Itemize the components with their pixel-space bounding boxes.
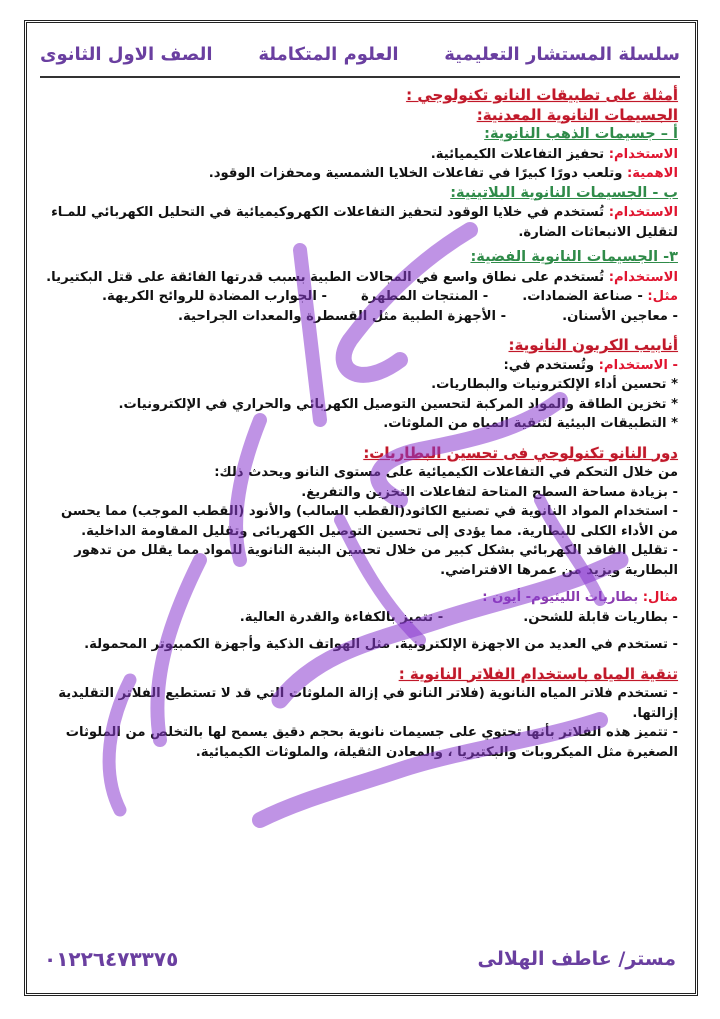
batteries-feature-1: - بطاريات قابلة للشحن. bbox=[523, 609, 678, 625]
water-item-1: - تستخدم فلاتر المياه النانوية (فلاتر النانو في إزالة الملوثات التي قد لا تستطيع الفلاتر التقليدية إزالتها. bbox=[58, 686, 678, 721]
batteries-intro: من خلال التحكم في التفاعلات الكيميائية على مستوى النانو ويحدث ذلك: bbox=[214, 465, 678, 480]
water-item-2: - تتميز هذه الفلاتر بأنها تحتوي على جسيمات نانوية بحجم دقيق يسمح لها بالتخلص من الملوثات الصغيرة مثل الميكروبات والبكتيريا ، والمعادن الثقيلة، والملوثات الكيميائية. bbox=[65, 725, 678, 760]
batteries-item-3: - تقليل الفاقد الكهربائي بشكل كبير من خلال تحسين البنية النانوية للمواد مما يقلل من تدهور البطارية ويزيد من عمرها الافتراضي. bbox=[74, 543, 678, 578]
gold-use-label: الاستخدام: bbox=[608, 146, 678, 162]
silver-title: ٣- الجسيمات النانوية الفضية: bbox=[470, 249, 678, 265]
phone-number: ٠١٢٢٦٤٧٣٣٧٥ bbox=[44, 947, 179, 971]
water-title: تنقية المياه باستخدام الفلاتر النانوية : bbox=[398, 664, 678, 683]
batteries-item-1: - بزيادة مساحة السطح المتاحة لتفاعلات التخزين والتفريغ. bbox=[301, 484, 678, 500]
platinum-use-text: تُستخدم في خلايا الوقود لتحفيز التفاعلات الكهروكيميائية في التحليل الكهربائي للمـاء لتقليل الانبعاثات الضارة. bbox=[51, 205, 678, 240]
batteries-features bbox=[42, 608, 678, 628]
teacher-name: مستر/ عاطف الهلالى bbox=[477, 948, 676, 970]
platinum-use-label: الاستخدام: bbox=[608, 205, 678, 220]
batteries-example-text: بطاريات الليثيوم- أيون : bbox=[482, 590, 643, 605]
silver-example-3: - الجوارب المضادة للروائح الكريهة. bbox=[101, 289, 327, 304]
gold-use-text: تحفيز التفاعلات الكيميائية. bbox=[430, 146, 609, 162]
main-title: أمثلة على تطبيقات النانو تكنولوجي : bbox=[406, 86, 678, 104]
silver-example-4: - معاجين الأسنان. bbox=[562, 308, 678, 324]
batteries-feature-2: - تتميز بالكفاءة والقدرة العالية. bbox=[239, 609, 444, 625]
gold-title: أ – جسيمات الذهب النانوية: bbox=[484, 126, 678, 142]
platinum-use bbox=[42, 203, 678, 242]
series-name: سلسلة المستشار التعليمية bbox=[444, 43, 680, 65]
silver-examples-row1 bbox=[42, 287, 678, 307]
nanotubes-use-text: وتُستخدم في: bbox=[503, 357, 599, 373]
nanotubes-use-label: - الاستخدام: bbox=[598, 357, 678, 373]
grade-name: الصف الاول الثانوى bbox=[40, 43, 213, 65]
document-body bbox=[42, 86, 678, 762]
gold-use bbox=[42, 145, 678, 165]
batteries-example-label: مثال: bbox=[642, 590, 678, 605]
silver-use-label: الاستخدام: bbox=[608, 269, 678, 285]
batteries-title: دور النانو تكنولوجي فى تحسين البطاريات: bbox=[363, 443, 678, 462]
silver-examples-row2 bbox=[42, 307, 678, 327]
gold-importance-text: وتلعب دورًا كبيرًا في تفاعلات الخلايا الشمسية ومحفزات الوقود. bbox=[208, 166, 628, 181]
silver-example-2: - المنتجات المطهرة bbox=[360, 289, 489, 304]
silver-example-label: مثل: bbox=[647, 289, 678, 304]
gold-importance bbox=[42, 164, 678, 184]
gold-importance-label: الاهمية: bbox=[627, 166, 678, 181]
platinum-title: ب - الجسيمات النانوية البلاتينية: bbox=[450, 184, 678, 201]
silver-use-text: تُستخدم على نطاق واسع في المجالات الطبية بسبب قدرتها الفائقة على قتل البكتيريا. bbox=[46, 269, 609, 285]
nanotubes-title: أنابيب الكربون النانوية: bbox=[508, 336, 678, 354]
batteries-example bbox=[42, 588, 678, 608]
page-footer bbox=[44, 944, 676, 974]
silver-example-1: - صناعة الضمادات. bbox=[522, 289, 643, 304]
nanotubes-item-3: * التطبيقات البيئية لتنقية المياه من الملوثات. bbox=[383, 416, 678, 431]
subject-name: العلوم المتكاملة bbox=[258, 43, 399, 65]
nanotubes-item-1: * تحسين أداء الإلكترونيات والبطاريات. bbox=[431, 377, 678, 392]
nanotubes-use bbox=[42, 356, 678, 376]
page-header bbox=[40, 38, 680, 78]
nanotubes-item-2: * تخزين الطاقة والمواد المركبة لتحسين التوصيل الكهربائي والحراري في الإلكترونيات. bbox=[118, 396, 678, 412]
batteries-item-2: - استخدام المواد النانوية في تصنيع الكاثود(القطب السالب) والأنود (القطب الموجب) مما يحسن من الأداء الكلى للبطارية. مما يؤدى إلى تحسين التوصيل الكهربائى وتقليل المقاومة الداخلية. bbox=[60, 504, 678, 539]
silver-use bbox=[42, 268, 678, 288]
metal-nanoparticles-title: الجسيمات النانوية المعدنية: bbox=[476, 105, 678, 124]
silver-example-5: - الأجهزة الطبية مثل القسطرة والمعدات الجراحية. bbox=[177, 308, 507, 324]
batteries-usage: - تستخدم في العديد من الاجهزة الإلكترونية. مثل الهواتف الذكية وأجهزة الكمبيوتر المحمولة. bbox=[84, 637, 678, 652]
